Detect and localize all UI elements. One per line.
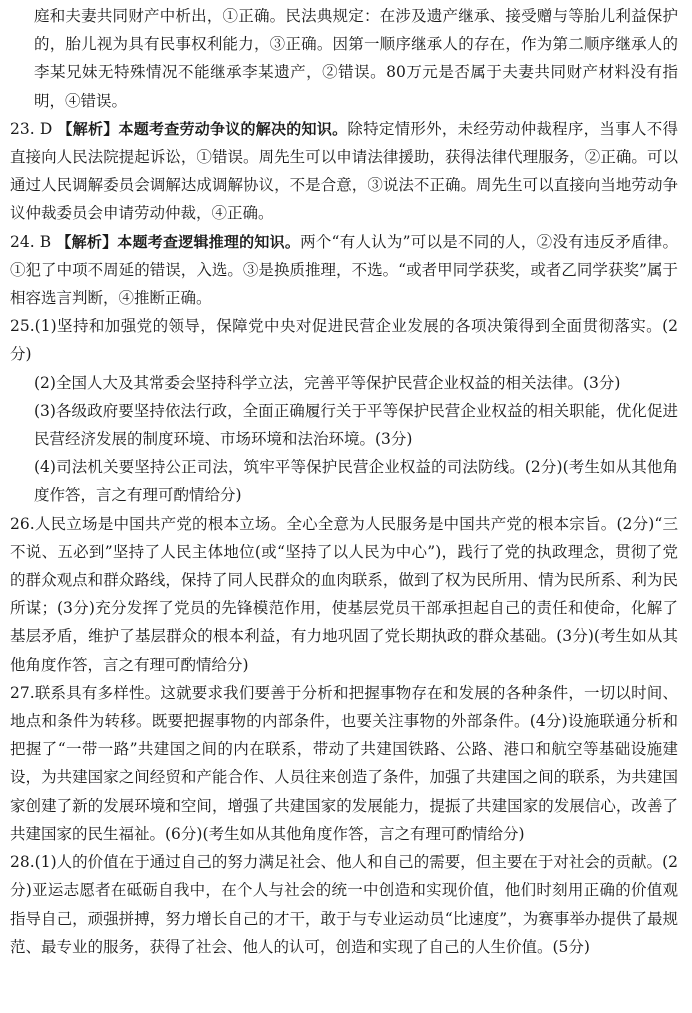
question-number: 26. [10,514,35,533]
answer-27 [10,679,678,848]
answer-text: (1)人的价值在于通过自己的努力满足社会、他人和自己的需要，但主要在于对社会的贡献。(2分)亚运志愿者在砥砺自我中，在个人与社会的统一中创造和实现价值，他们时刻用正确的价值观指导自己，顽强拼搏，努力增长自己的才干，敢于与专业运动员“比速度”，为赛事举办提供了最规范、最专业的服务，获得了社会、他人的认可，创造和实现了自己的人生价值。(5分) [10,853,678,956]
answer-25 [10,312,678,509]
analysis-tag: 【解析】本题考查劳动争议的解决的知识。 [57,119,348,138]
answer-24 [10,228,678,313]
answer-text: 联系具有多样性。这就要求我们要善于分析和把握事物存在和发展的各种条件，一切以时间、地点和条件为转移。既要把握事物的内部条件，也要关注事物的外部条件。(4分)设施联通分析和把握了“一带一路”共建国之间的内在联系，带动了共建国铁路、公路、港口和航空等基础设施建设，为共建国家之间经贸和产能合作、人员往来创造了条件，加强了共建国之间的联系，为共建国家创建了新的发展环境和空间，增强了共建国家的发展能力，提振了共建国家的发展信心，改善了共建国家的民生福祉。(6分)(考生如从其他角度作答，言之有理可酌情给分) [10,683,678,843]
answer-part: (2)全国人大及其常委会坚持科学立法，完善平等保护民营企业权益的相关法律。(3分) [34,373,621,392]
answer-26 [10,510,678,679]
question-number: 28. [10,853,35,872]
question-number: 23. D [10,119,53,138]
question-number: 24. B [10,232,52,251]
answer-28 [10,848,678,961]
answer-part: (4)司法机关要坚持公正司法，筑牢平等保护民营企业权益的司法防线。(2分)(考生如从其他角度作答，言之有理可酌情给分) [34,458,678,505]
intro-paragraph: 庭和夫妻共同财产中析出，①正确。民法典规定：在涉及遗产继承、接受赠与等胎儿利益保护的，胎儿视为具有民事权利能力，③正确。因第一顺序继承人的存在，作为第二顺序继承人的李某兄妹无特殊情况不能继承李某遗产，②错误。80万元是否属于夫妻共同财产材料没有指明，④错误。 [34,7,678,110]
answer-text: 两个“有人认为”可以是不同的人，②没有违反矛盾律。①犯了中项不周延的错误，入选。③是换质推理，不选。“或者甲同学获奖，或者乙同学获奖”属于相容选言判断，④推断正确。 [10,232,678,308]
question-number: 25. [10,317,35,336]
answer-text: 除特定情形外，未经劳动仲裁程序，当事人不得直接向人民法院提起诉讼，①错误。周先生可以申请法律援助，获得法律代理服务，②正确。可以通过人民调解委员会调解达成调解协议，不是合意，③说法不正确。周先生可以直接向当地劳动争议仲裁委员会申请劳动仲裁，④正确。 [10,119,678,223]
analysis-tag: 【解析】本题考查逻辑推理的知识。 [56,232,301,251]
answer-part: (1)坚持和加强党的领导，保障党中央对促进民营企业发展的各项决策得到全面贯彻落实。(2分) [10,317,678,364]
question-number: 27. [10,683,35,702]
answer-text: 人民立场是中国共产党的根本立场。全心全意为人民服务是中国共产党的根本宗旨。(2分)“三不说、五必到”坚持了人民主体地位(或“坚持了以人民为中心”)，践行了党的执政理念，贯彻了党的群众观点和群众路线，保持了同人民群众的血肉联系，做到了权为民所用、情为民所系、利为民所谋；(3分)充分发挥了党员的先锋模范作用，使基层党员干部承担起自己的责任和使命，化解了基层矛盾，维护了基层群众的根本利益，有力地巩固了党长期执政的群众基础。(3分)(考生如从其他角度作答，言之有理可酌情给分) [10,514,678,674]
answer-part: (3)各级政府要坚持依法行政，全面正确履行关于平等保护民营企业权益的相关职能，优化促进民营经济发展的制度环境、市场环境和法治环境。(3分) [34,401,678,449]
answer-23 [10,115,678,228]
